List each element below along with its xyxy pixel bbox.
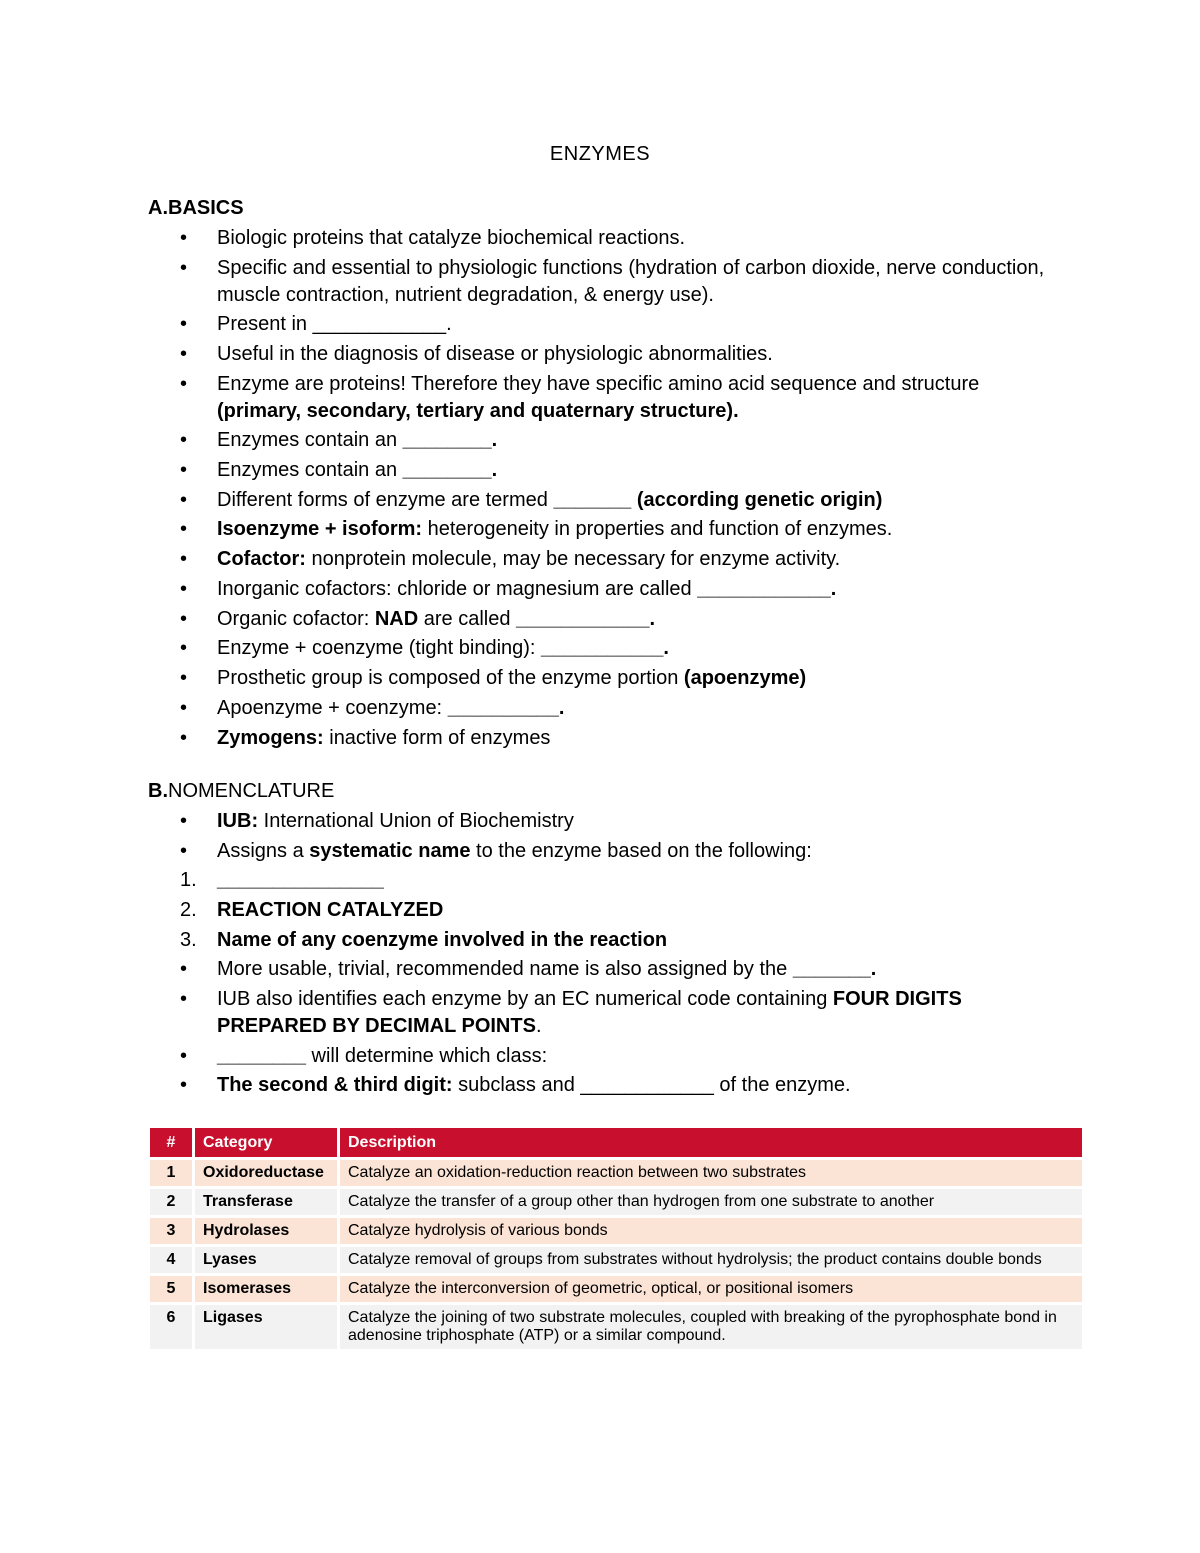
list-item-text: [217, 255, 1057, 309]
plain-text: Prosthetic group is composed of the enzyme portion: [217, 667, 684, 689]
plain-text: will determine which class:: [305, 1045, 548, 1067]
table-row: [150, 1247, 1082, 1273]
row-number: 2: [150, 1189, 192, 1215]
list-item-text: [217, 838, 1057, 865]
plain-text: Useful in the diagnosis of disease or physiologic abnormalities.: [217, 343, 773, 365]
bullet-marker: •: [180, 373, 188, 395]
table-header-number: #: [150, 1128, 192, 1157]
bullet-marker: •: [180, 697, 188, 719]
plain-text: .: [535, 1015, 542, 1037]
row-number: 3: [150, 1218, 192, 1244]
bullet-marker: •: [180, 578, 188, 600]
bullet-marker: •: [180, 1074, 188, 1096]
bold-text: REACTION CATALYZED: [217, 899, 444, 921]
bullet-marker: •: [180, 667, 188, 689]
table-row: [150, 1276, 1082, 1302]
bold-text: IUB:: [217, 810, 259, 832]
bullet-marker: •: [180, 958, 188, 980]
number-marker: 1.: [180, 869, 197, 891]
list-item-text: [217, 427, 1057, 454]
document-title: ENZYMES: [549, 143, 651, 165]
list-item-text: [217, 897, 1057, 924]
row-description: Catalyze removal of groups from substrates without hydrolysis; the product contains double bonds: [340, 1247, 1082, 1273]
bold-text: systematic name: [309, 840, 471, 862]
plain-text: to the enzyme based on the following:: [470, 840, 812, 862]
bold-text: NAD: [374, 608, 419, 630]
plain-text: Specific and essential to physiologic functions (hydration of carbon dioxide, nerve conduction, muscle contraction, nutrient degradation, & energy use).: [217, 257, 1045, 306]
list-item-text: [217, 225, 1057, 252]
table-row: [150, 1218, 1082, 1244]
section-b-title: NOMENCLATURE: [168, 780, 335, 802]
section-b-heading: [148, 779, 334, 803]
bullet-marker: •: [180, 637, 188, 659]
list-item-text: [217, 867, 1057, 894]
table-row: [150, 1160, 1082, 1186]
bullet-marker: •: [180, 810, 188, 832]
row-category: Oxidoreductase: [195, 1160, 337, 1186]
plain-text: inactive form of enzymes: [323, 727, 551, 749]
row-category: Transferase: [195, 1189, 337, 1215]
bullet-marker: •: [180, 608, 188, 630]
bold-text: ________.: [402, 429, 498, 451]
list-item-text: [217, 311, 1057, 338]
table-row: [150, 1189, 1082, 1215]
table-header-row: [150, 1128, 1082, 1157]
list-item-text: [217, 606, 1057, 633]
bold-text: _______.: [792, 958, 877, 980]
bullet-marker: •: [180, 489, 188, 511]
bold-text: ___________.: [541, 637, 669, 659]
list-item-text: [217, 341, 1057, 368]
table-header-description: Description: [340, 1128, 1082, 1157]
bold-text: Zymogens:: [217, 727, 324, 749]
row-category: Isomerases: [195, 1276, 337, 1302]
bold-text: (primary, secondary, tertiary and quaternary structure).: [217, 400, 739, 422]
list-item-text: [217, 457, 1057, 484]
row-description: Catalyze hydrolysis of various bonds: [340, 1218, 1082, 1244]
plain-text: More usable, trivial, recommended name is also assigned by the: [217, 958, 793, 980]
enzyme-class-table: [150, 1125, 1082, 1352]
number-marker: 2.: [180, 899, 197, 921]
section-a-label: A.: [148, 197, 168, 219]
list-item-text: [217, 986, 1057, 1040]
plain-text: International Union of Biochemistry: [258, 810, 574, 832]
bold-text: Name of any coenzyme involved in the reaction: [217, 929, 668, 951]
row-description: Catalyze the joining of two substrate molecules, coupled with breaking of the pyrophosphate bond in adenosine triphosphate (ATP) or a similar compound.: [340, 1305, 1082, 1349]
bold-text: (apoenzyme): [683, 667, 807, 689]
plain-text: Apoenzyme + coenzyme:: [217, 697, 448, 719]
list-item-text: [217, 927, 1057, 954]
bold-text: ____________.: [697, 578, 837, 600]
bullet-marker: •: [180, 257, 188, 279]
table-row: [150, 1305, 1082, 1349]
row-description: Catalyze the interconversion of geometric, optical, or positional isomers: [340, 1276, 1082, 1302]
bold-text: Isoenzyme + isoform:: [217, 518, 423, 540]
list-item-text: [217, 546, 1057, 573]
bold-text: _______________: [217, 869, 384, 891]
bullet-marker: •: [180, 429, 188, 451]
bullet-marker: •: [180, 313, 188, 335]
bold-text: Cofactor:: [217, 548, 306, 570]
table-body: [150, 1160, 1082, 1349]
section-a-heading: [148, 196, 244, 220]
list-item-text: [217, 516, 1057, 543]
bullet-marker: •: [180, 227, 188, 249]
row-description: Catalyze the transfer of a group other than hydrogen from one substrate to another: [340, 1189, 1082, 1215]
plain-text: Enzymes contain an: [217, 429, 403, 451]
list-item-text: [217, 635, 1057, 662]
row-category: Hydrolases: [195, 1218, 337, 1244]
bullet-marker: •: [180, 518, 188, 540]
plain-text: Enzyme + coenzyme (tight binding):: [217, 637, 542, 659]
bullet-marker: •: [180, 988, 188, 1010]
bullet-marker: •: [180, 343, 188, 365]
row-description: Catalyze an oxidation-reduction reaction between two substrates: [340, 1160, 1082, 1186]
bullet-marker: •: [180, 548, 188, 570]
plain-text: Present in ____________.: [217, 313, 452, 335]
plain-text: Enzyme are proteins! Therefore they have specific amino acid sequence and structure: [217, 373, 980, 395]
bold-text: ________.: [402, 459, 498, 481]
plain-text: Different forms of enzyme are termed: [217, 489, 554, 511]
table-header-category: Category: [195, 1128, 337, 1157]
bold-text: ____________.: [516, 608, 656, 630]
bullet-marker: •: [180, 727, 188, 749]
plain-text: subclass and ____________ of the enzyme.: [452, 1074, 851, 1096]
plain-text: Assigns a: [217, 840, 310, 862]
bold-text: __________.: [447, 697, 565, 719]
bold-text: _______ (according genetic origin): [553, 489, 883, 511]
bold-text: The second & third digit:: [217, 1074, 453, 1096]
plain-text: Enzymes contain an: [217, 459, 403, 481]
list-item-text: [217, 576, 1057, 603]
row-category: Ligases: [195, 1305, 337, 1349]
plain-text: are called: [418, 608, 517, 630]
plain-text: Biologic proteins that catalyze biochemical reactions.: [217, 227, 686, 249]
number-marker: 3.: [180, 929, 197, 951]
list-item-text: [217, 1072, 1057, 1099]
row-number: 4: [150, 1247, 192, 1273]
list-item-text: [217, 695, 1057, 722]
section-a-title: BASICS: [168, 197, 244, 219]
row-number: 5: [150, 1276, 192, 1302]
bold-text: ________: [217, 1045, 306, 1067]
bullet-marker: •: [180, 459, 188, 481]
list-item-text: [217, 725, 1057, 752]
plain-text: heterogeneity in properties and function of enzymes.: [422, 518, 893, 540]
bullet-marker: •: [180, 1045, 188, 1067]
plain-text: Inorganic cofactors: chloride or magnesium are called: [217, 578, 698, 600]
list-item-text: [217, 371, 1057, 425]
section-b-label: B.: [148, 780, 168, 802]
list-item-text: [217, 487, 1057, 514]
plain-text: nonprotein molecule, may be necessary for enzyme activity.: [305, 548, 841, 570]
list-item-text: [217, 956, 1057, 983]
list-item-text: [217, 665, 1057, 692]
bullet-marker: •: [180, 840, 188, 862]
plain-text: IUB also identifies each enzyme by an EC numerical code containing: [217, 988, 833, 1010]
list-item-text: [217, 1043, 1057, 1070]
plain-text: Organic cofactor:: [217, 608, 375, 630]
list-item-text: [217, 808, 1057, 835]
row-category: Lyases: [195, 1247, 337, 1273]
bold-text: FOUR DIGITS PREPARED BY DECIMAL POINTS: [217, 988, 962, 1037]
row-number: 6: [150, 1305, 192, 1349]
row-number: 1: [150, 1160, 192, 1186]
